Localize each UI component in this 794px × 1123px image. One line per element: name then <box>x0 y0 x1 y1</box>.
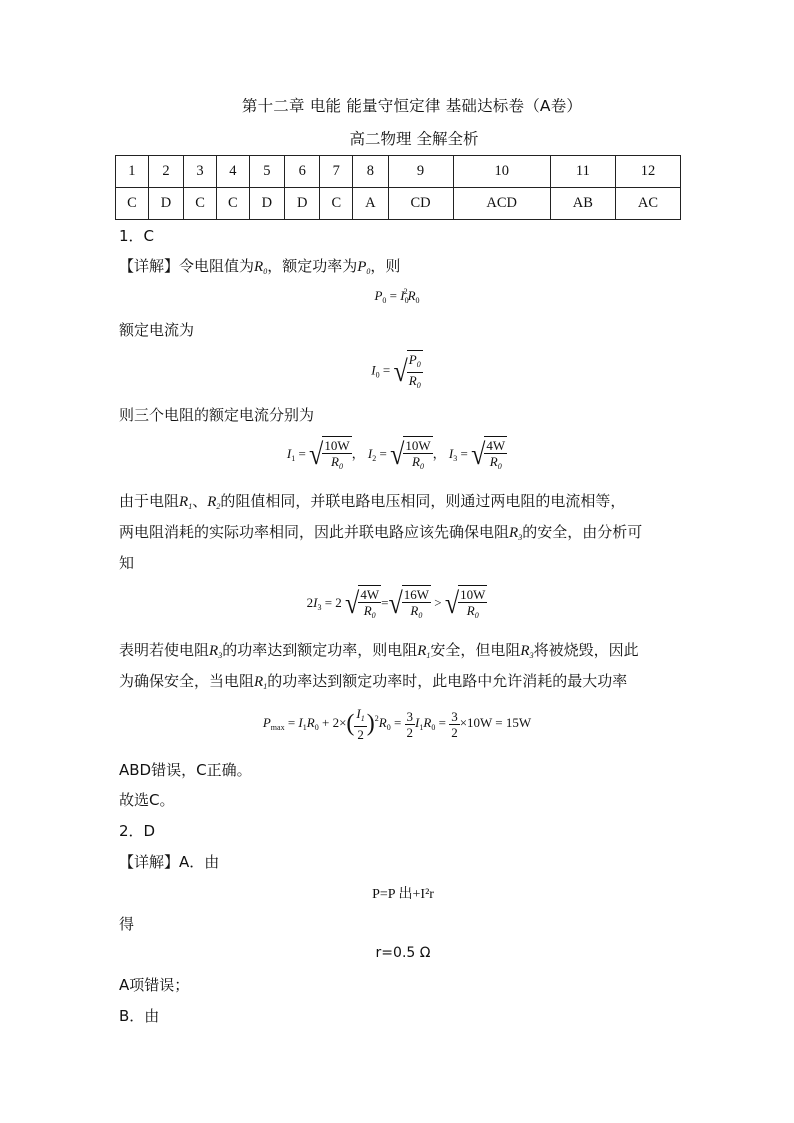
q2-equation-1: P=P 出+I²r <box>372 887 434 902</box>
answer-cell: C <box>184 188 217 220</box>
question-number-cell: 8 <box>353 156 388 188</box>
formula-power: $P_0 = I_0^2R_0$ <box>374 287 420 305</box>
answer-cell: D <box>148 188 183 220</box>
answer-cell: ACD <box>453 188 550 220</box>
answer-table-number-row <box>116 156 681 188</box>
answer-cell: C <box>320 188 353 220</box>
question-number-cell: 11 <box>550 156 615 188</box>
symbol-r0: $R_0$ <box>254 259 268 276</box>
question-number-cell: 6 <box>285 156 320 188</box>
answer-table-answer-row <box>116 188 681 220</box>
question-number-cell: 4 <box>216 156 249 188</box>
q2-heading: 2．D <box>119 822 156 840</box>
question-number-cell: 7 <box>320 156 353 188</box>
q2-line-2: 得 <box>119 915 135 933</box>
q1-heading: 1．C <box>119 227 155 245</box>
question-number-cell: 5 <box>249 156 284 188</box>
q1-line-6: 知 <box>119 554 135 572</box>
formula-max-power: $P_{max} = I_1R_0 + 2\times$( $\frac{I_1}{2}$ )$^2R_0$ = $\frac{3}{2}$ $I_1R_0$ = $\frac{3}{2}$ ×10W = 15W <box>262 706 532 742</box>
answer-cell: AB <box>550 188 615 220</box>
q1-line-9: ABD错误，C正确。 <box>119 761 252 779</box>
q1-line-2: 额定电流为 <box>119 321 195 339</box>
question-number-cell: 3 <box>184 156 217 188</box>
answer-cell: C <box>116 188 149 220</box>
q1-line-8: 为确保安全，当电阻$R_1$的功率达到额定功率时，此电路中允许消耗的最大功率 <box>119 672 628 691</box>
answer-cell: A <box>353 188 388 220</box>
q1-line-7: 表明若使电阻$R_3$的功率达到额定功率，则电阻$R_1$安全，但电阻$R_3$将被烧毁，因此 <box>119 641 639 660</box>
q1-line-10: 故选C。 <box>119 791 175 809</box>
answer-cell: CD <box>388 188 453 220</box>
question-number-cell: 9 <box>388 156 453 188</box>
document-subtitle: 高二物理 全解全析 <box>349 130 479 148</box>
q1-line-1: 【详解】令电阻值为$R_0$，额定功率为$P_0$，则 <box>119 257 401 276</box>
q1-line-5: 两电阻消耗的实际功率相同，因此并联电路应该先确保电阻$R_3$的安全，由分析可 <box>119 523 643 542</box>
q1-line-3: 则三个电阻的额定电流分别为 <box>119 406 315 424</box>
formula-three-currents: $I_1$ = √ $\frac{10W}{R_0}$ ， $I_2$ = √ $\frac{10W}{R_0}$ ， $I_3$ = √ $\frac{4W}{R_0}$ <box>0 436 794 474</box>
answer-table <box>115 155 681 220</box>
q2-equation-2: r=0.5 Ω <box>375 945 431 961</box>
formula-rated-current: $I_0$ = √ $\frac{P_0}{R_0}$ <box>0 350 794 393</box>
question-number-cell: 1 <box>116 156 149 188</box>
question-number-cell: 10 <box>453 156 550 188</box>
answer-cell: AC <box>615 188 680 220</box>
answer-cell: C <box>216 188 249 220</box>
document-title: 第十二章 电能 能量守恒定律 基础达标卷（A卷） <box>241 97 583 115</box>
formula-comparison: $2I_3 = 2$ √ $\frac{4W}{R_0}$ =√ $\frac{16W}{R_0}$ > √ $\frac{10W}{R_0}$ <box>0 585 794 623</box>
answer-cell: D <box>249 188 284 220</box>
q2-line-1: 【详解】A．由 <box>119 853 220 871</box>
answer-cell: D <box>285 188 320 220</box>
q2-line-3: A项错误； <box>119 976 190 994</box>
q2-line-4: B．由 <box>119 1007 160 1025</box>
q1-line-4: 由于电阻$R_1$、$R_2$的阻值相同，并联电路电压相同，则通过两电阻的电流相等， <box>119 492 626 511</box>
symbol-p0: $P_0$ <box>357 259 371 276</box>
question-number-cell: 12 <box>615 156 680 188</box>
question-number-cell: 2 <box>148 156 183 188</box>
